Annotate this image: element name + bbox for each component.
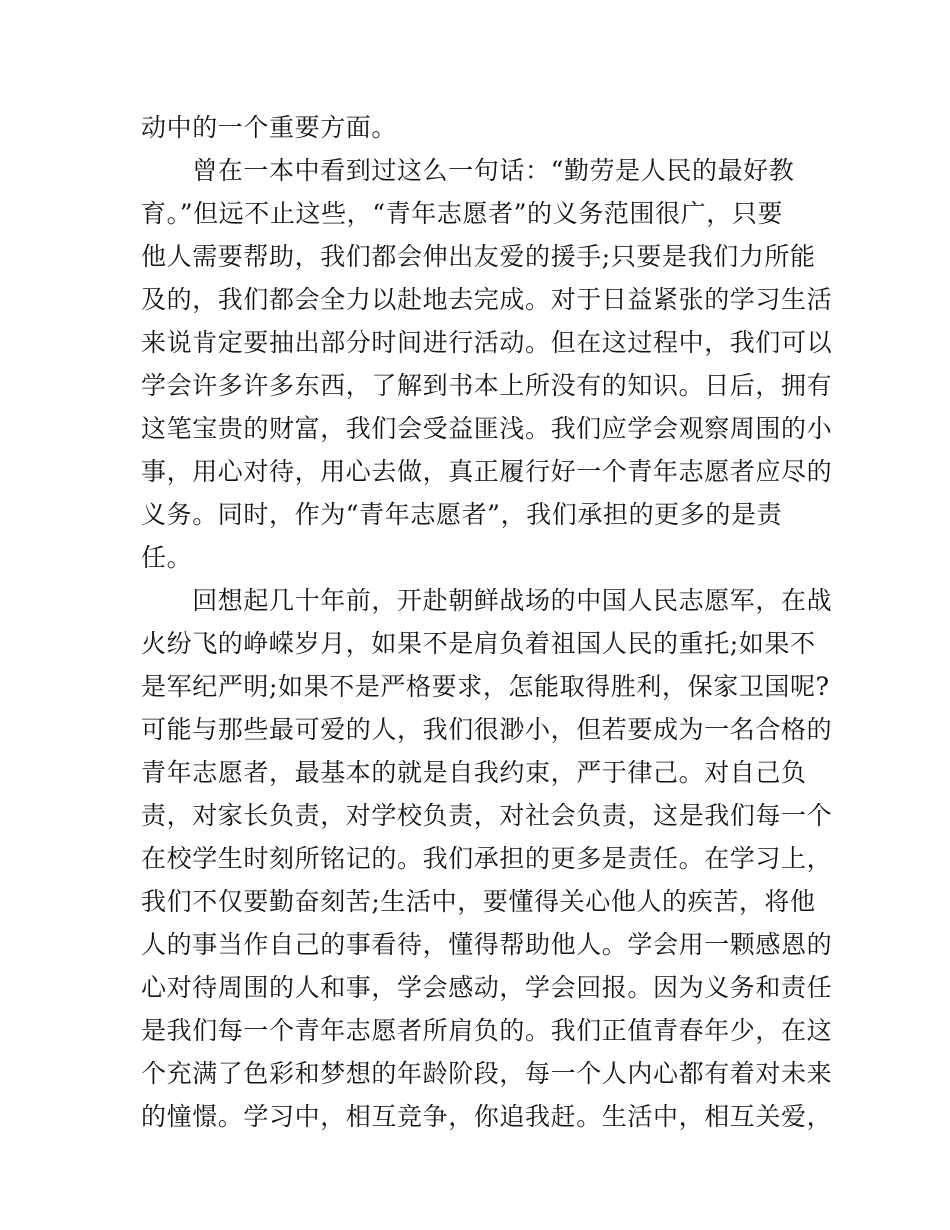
text-line: 心对待周围的人和事，学会感动，学会回报。因为义务和责任: [141, 973, 833, 1002]
text-line: 回想起几十年前，开赴朝鲜战场的中国人民志愿军，在战: [141, 586, 833, 615]
text-line: 青年志愿者，最基本的就是自我约束，严于律己。对自己负: [141, 758, 807, 787]
text-line: 个充满了色彩和梦想的年龄阶段，每一个人内心都有着对未来: [141, 1059, 833, 1088]
text-line: 这笔宝贵的财富，我们会受益匪浅。我们应学会观察周围的小: [141, 414, 833, 443]
text-line: 火纷飞的峥嵘岁月，如果不是肩负着祖国人民的重托;如果不: [141, 629, 816, 658]
text-line: 事，用心对待，用心去做，真正履行好一个青年志愿者应尽的: [141, 457, 833, 486]
body-text: [141, 106, 831, 1138]
text-line: 责，对家长负责，对学校负责，对社会负责，这是我们每一个: [141, 801, 833, 830]
text-line: 及的，我们都会全力以赴地去完成。对于日益紧张的学习生活: [141, 285, 833, 314]
text-line: 动中的一个重要方面。: [141, 113, 398, 142]
text-line: 人的事当作自己的事看待，懂得帮助他人。学会用一颗感恩的: [141, 930, 833, 959]
text-line: 义务。同时，作为“青年志愿者”，我们承担的更多的是责: [141, 500, 783, 529]
text-line: 他人需要帮助，我们都会伸出友爱的援手;只要是我们力所能: [141, 242, 816, 271]
text-line: 我们不仅要勤奋刻苦;生活中，要懂得关心他人的疾苦，将他: [141, 887, 816, 916]
text-line: 曾在一本中看到过这么一句话：“勤劳是人民的最好教: [141, 156, 795, 185]
text-line: 的憧憬。学习中，相互竞争，你追我赶。生活中，相互关爱，: [141, 1102, 833, 1131]
text-line: 学会许多许多东西，了解到书本上所没有的知识。日后，拥有: [141, 371, 833, 400]
text-line: 育。”但远不止这些，“青年志愿者”的义务范围很广，只要: [141, 199, 784, 228]
text-line: 来说肯定要抽出部分时间进行活动。但在这过程中，我们可以: [141, 328, 833, 357]
text-line: 任。: [141, 543, 193, 572]
text-line: 是军纪严明;如果不是严格要求，怎能取得胜利，保家卫国呢?: [141, 672, 830, 701]
text-line: 是我们每一个青年志愿者所肩负的。我们正值青春年少，在这: [141, 1016, 833, 1045]
text-line: 在校学生时刻所铭记的。我们承担的更多是责任。在学习上，: [141, 844, 833, 873]
text-line: 可能与那些最可爱的人，我们很渺小，但若要成为一名合格的: [141, 715, 833, 744]
